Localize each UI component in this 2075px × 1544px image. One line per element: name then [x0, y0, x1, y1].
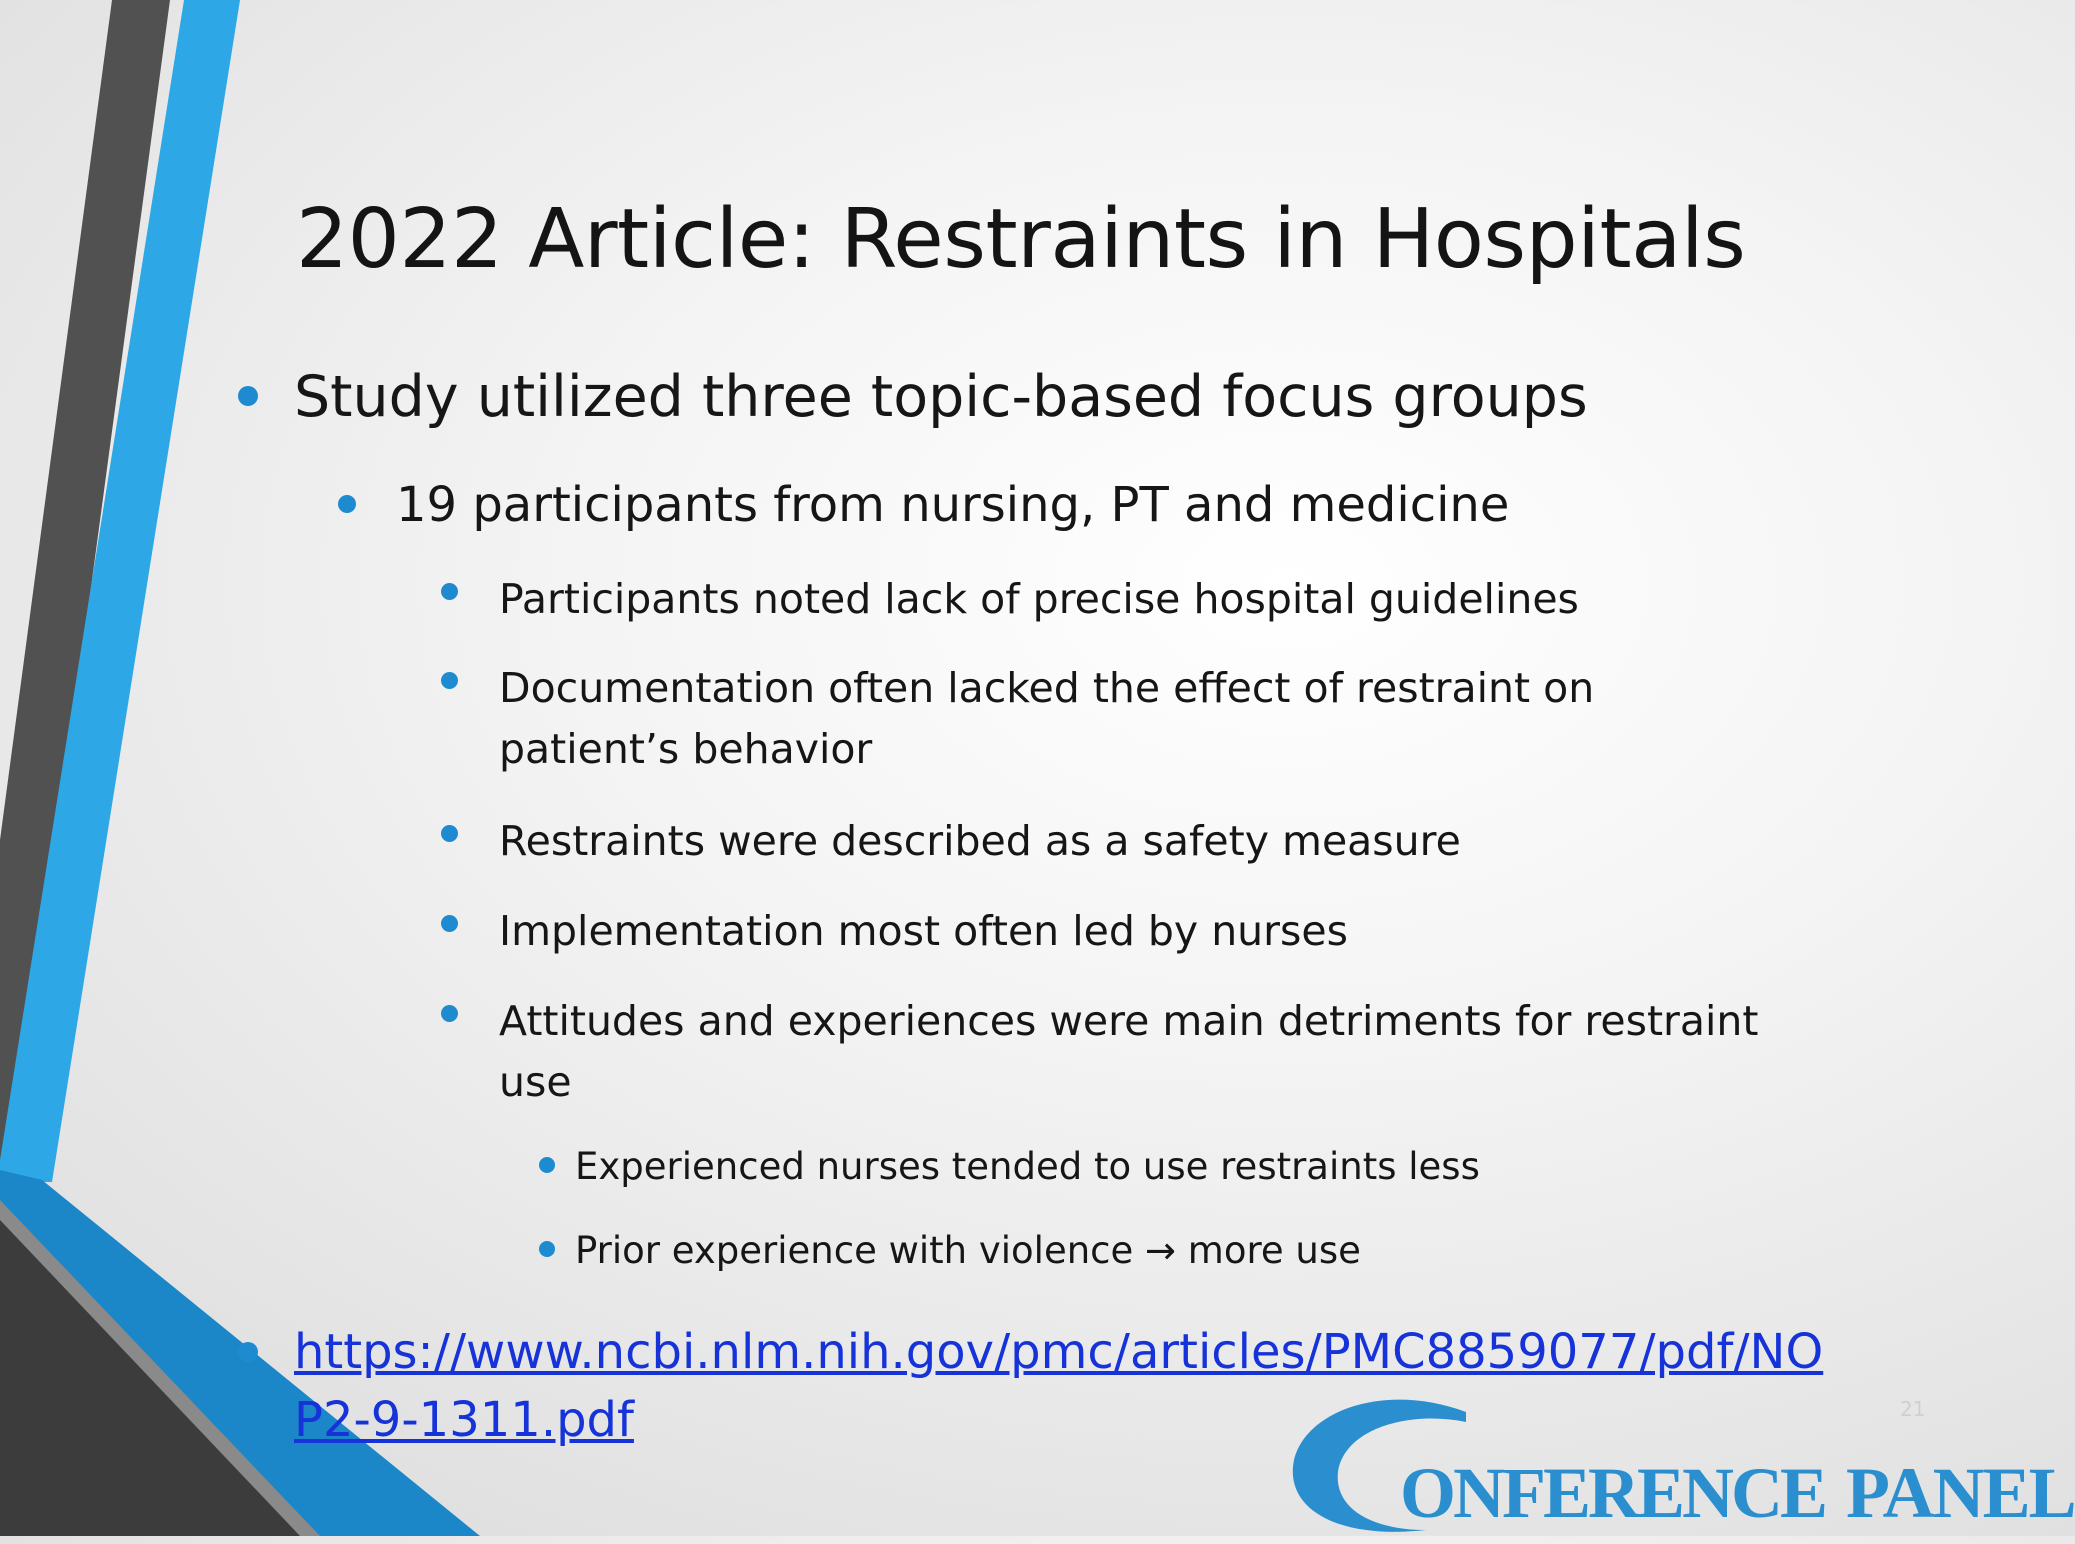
bullet-text: Attitudes and experiences were main detriments for restraint	[499, 997, 1759, 1045]
logo-word-conference: ONFERENCE	[1400, 1453, 1826, 1533]
bullet-text-continued: patient’s behavior	[499, 725, 873, 773]
article-link-line2: P2-9-1311.pdf	[294, 1392, 634, 1448]
bullet-level3-guidelines	[499, 569, 1579, 630]
slide-title: 2022 Article: Restraints in Hospitals	[296, 192, 1746, 287]
bullet-text: 19 participants from nursing, PT and medicine	[396, 477, 1510, 533]
bullet-dot-icon	[238, 386, 258, 406]
bullet-dot-icon	[338, 495, 356, 513]
bullet-dot-icon	[441, 583, 458, 600]
bullet-text: Documentation often lacked the effect of restraint on	[499, 664, 1595, 712]
bullet-dot-icon	[539, 1241, 555, 1257]
bullet-level4-prior-violence	[575, 1229, 1361, 1272]
bullet-dot-icon	[441, 915, 458, 932]
bullet-level2-participants	[396, 477, 1509, 533]
bullet-level3-safety-measure	[499, 811, 1461, 872]
bullet-dot-icon	[539, 1157, 555, 1173]
bullet-text: Participants noted lack of precise hospital guidelines	[499, 575, 1579, 623]
bullet-dot-icon	[441, 672, 458, 689]
bullet-level3-documentation	[499, 658, 1594, 780]
bullet-text: Restraints were described as a safety measure	[499, 817, 1461, 865]
bullet-level3-attitudes	[499, 991, 1758, 1113]
conference-panel-logo	[1276, 1390, 2075, 1536]
bullet-text-continued: use	[499, 1058, 572, 1106]
bullet-text: Study utilized three topic-based focus groups	[294, 364, 1588, 430]
bullet-dot-icon	[441, 825, 458, 842]
bullet-text: Experienced nurses tended to use restraints less	[575, 1145, 1480, 1188]
slide-number: 21	[1900, 1397, 1926, 1421]
bullet-level3-implementation	[499, 901, 1348, 962]
bullet-dot-icon	[441, 1005, 458, 1022]
bullet-level1-focus-groups	[294, 364, 1588, 430]
bullet-dot-icon	[238, 1342, 258, 1362]
article-link-line1: https://www.ncbi.nlm.nih.gov/pmc/articles/PMC8859077/pdf/NO	[294, 1324, 1824, 1380]
logo-word-panel: PANEL	[1846, 1453, 2075, 1533]
bullet-level4-experienced-nurses	[575, 1145, 1480, 1188]
bullet-text: Prior experience with violence → more use	[575, 1229, 1361, 1272]
bullet-text: Implementation most often led by nurses	[499, 907, 1348, 955]
